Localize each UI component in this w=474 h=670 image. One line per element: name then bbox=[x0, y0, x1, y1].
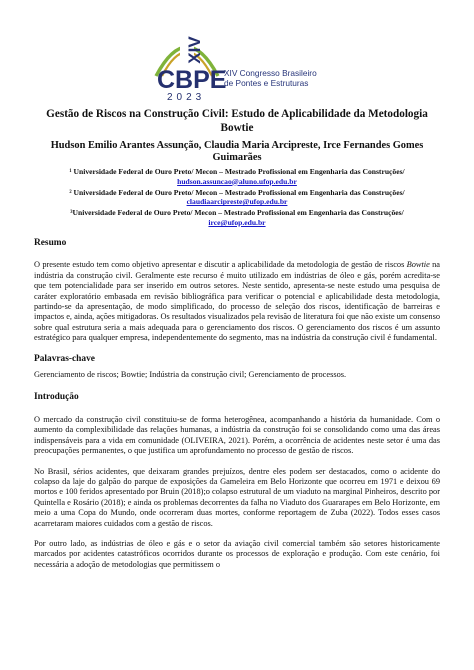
affiliation-2 bbox=[30, 188, 444, 207]
intro-paragraph-1: O mercado da construção civil constituiu-se de forma heterogênea, acompanhando a história da humanidade. Com o aumento da complexibilidade das relações humanas, a indústria da construção foi se consolidando como uma das áreas indispensáveis para a vida em comunidade (OLIVEIRA, 2021). Porém, a ocorrência de acidentes neste setor é uma das preocupações permanentes, o que justifica um aprofundamento no processo de gestão de riscos. bbox=[34, 414, 440, 456]
keywords-heading: Palavras-chave bbox=[34, 353, 95, 364]
resumo-paragraph: O presente estudo tem como objetivo apresentar e discutir a aplicabilidade da metodologia de gestão de riscos Bowtie na indústria da construção civil. Geralmente este recurso é muito utilizado em indústrias de óleo e gás, porém acredita-se que tem potencialidade para ser inserido em outros setores. Neste sentido, apresenta-se neste estudo uma pesquisa de caráter exploratório embasada em revisão bibliográfica para verificar o potencial e aplicabilidade desta metodologia, partindo-se da apresentação, de modo simplificado, do processo de seleção dos riscos, identificação de barreiras e impactos e, ainda, ações mitigadoras. Os resultados visualizados pela revisão de literatura foi que não existe um consenso sobre qual estrutura seria a mais adequada para o gerenciamento dos riscos. O gerenciamento dos riscos é um assunto estratégico para qualquer empresa, independentemente do segmento, mas na indústria da construção civil é fundamental. bbox=[34, 260, 440, 343]
logo-year: 2023 bbox=[167, 92, 206, 103]
affiliation-2-text: ² Universidade Federal de Ouro Preto/ Mecon – Mestrado Profissional em Engenharia das Construções/ bbox=[69, 187, 405, 197]
intro-paragraph-3: Por outro lado, as indústrias de óleo e gás e o setor da aviação civil comercial também são setores historicamente marcados por acidentes catastróficos ocorridos durante os processos de exploração e produção. Com este cenário, foi necessária a adoção de metodologias que permitissem o bbox=[34, 538, 440, 569]
logo-numeral: XIV bbox=[185, 36, 204, 64]
affiliation-2-email-link[interactable]: claudiaarcipreste@ufop.edu.br bbox=[186, 197, 288, 207]
title-line2: Bowtie bbox=[220, 121, 254, 134]
bowtie-term: Bowtie bbox=[406, 260, 430, 270]
logo-name-line1: XIV Congresso Brasileiro bbox=[224, 68, 317, 78]
logo-congress-name bbox=[224, 68, 317, 88]
affiliation-3-text: ³Universidade Federal de Ouro Preto/ Mecon – Mestrado Profissional em Engenharia das Construções/ bbox=[70, 208, 404, 218]
affiliation-3-email-link[interactable]: irce@ufop.edu.br bbox=[208, 217, 266, 227]
affiliations bbox=[30, 167, 444, 229]
authors-line2: Guimarães bbox=[212, 152, 262, 164]
authors-line1: Hudson Emilio Arantes Assunção, Claudia Maria Arcipreste, Irce Fernandes Gomes bbox=[50, 140, 424, 151]
intro-paragraph-2: No Brasil, sérios acidentes, que deixaram grandes prejuízos, dentre eles podem ser destacados, como o acidente do colapso da laje do galpão do parque de exposições da Gameleira em Belo Horizonte que ocorreu em 1971 e deixou 69 mortos e 100 feridos apresentado por Bruin (2018);o colapso estrutural de um viaduto na marginal Pinheiros, descrito por Quintella e Rosário (2018); e ainda os problemas decorrentes da falha no Viaduto dos Guararapes em Belo Horizonte, em meio a uma Copa do Mundo, onde ocorreram duas mortes, conforme reportagem de Zuba (2022). Todos esses casos acarretaram maiores cuidados com a gestão de riscos. bbox=[34, 466, 440, 528]
affiliation-1-text: ¹ Universidade Federal de Ouro Preto/ Mecon – Mestrado Profissional em Engenharia das Construções/ bbox=[69, 167, 405, 176]
affiliation-3 bbox=[30, 208, 444, 227]
title-line1: Gestão de Riscos na Construção Civil: Estudo de Aplicabilidade da Metodologia bbox=[46, 108, 428, 120]
cbpe-logo bbox=[150, 20, 350, 112]
keywords-text: Gerenciamento de riscos; Bowtie; Indústria da construção civil; Gerenciamento de processos. bbox=[34, 370, 347, 380]
paper-title bbox=[40, 108, 434, 135]
logo-name-line2: de Pontes e Estruturas bbox=[224, 78, 309, 88]
paper-body bbox=[34, 238, 440, 580]
author-list bbox=[40, 140, 434, 164]
affiliation-1-email-link[interactable]: hudson.assuncao@aluno.ufop.edu.br bbox=[177, 176, 297, 186]
affiliation-1 bbox=[30, 167, 444, 186]
introducao-heading: Introdução bbox=[34, 392, 79, 403]
resumo-heading: Resumo bbox=[34, 238, 67, 248]
logo-acronym: CBPE bbox=[157, 66, 227, 94]
